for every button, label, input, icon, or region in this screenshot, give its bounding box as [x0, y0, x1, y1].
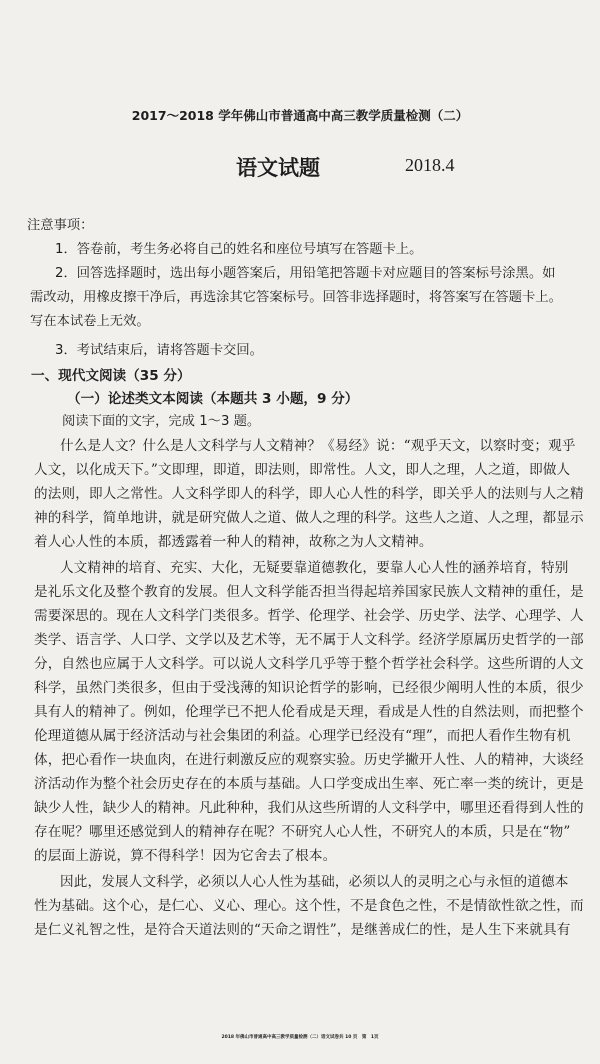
passage-line: 济活动作为整个社会历史存在的本质与基础。人口学变成出生率、死亡率一类的统计，更是 [34, 776, 584, 792]
notice-line: 1．答卷前，考生务必将自己的姓名和座位号填写在答题卡上。 [55, 242, 423, 257]
passage-line: 需要深思的。现在人文科学门类很多。哲学、伦理学、社会学、历史学、法学、心理学、人 [34, 608, 584, 624]
passage-line: 因此，发展人文科学，必须以人心人性为基础，必须以人的灵明之心与永恒的道德本 [60, 874, 569, 890]
passage-line: 人文，以化成天下。”文即理，即道，即法则，即常性。人文，即人之理，人之道，即做人 [34, 462, 571, 478]
passage-line: 科学，虽然门类很多，但由于受浅薄的知识论哲学的影响，已经很少阐明人性的本质，很少 [34, 680, 584, 696]
passage-line: 缺少人性，缺少人的精神。凡此种种，我们从这些所谓的人文科学中，哪里还看得到人性的 [34, 800, 584, 816]
passage-line: 的法则，即人之常性。人文科学即人的科学，即人心人性的科学，即关乎人的法则与人之精 [34, 486, 584, 502]
notice-line: 2．回答选择题时，选出每小题答案后，用铅笔把答题卡对应题目的答案标号涂黑。如 [55, 266, 556, 281]
exam-title: 2017～2018 学年佛山市普通高中高三教学质量检测（二） [131, 108, 469, 123]
notice-line: 需改动，用橡皮擦干净后，再选涂其它答案标号。回答非选择题时，将答案写在答题卡上。 [30, 290, 562, 305]
subject-title: 语文试题 [236, 156, 320, 180]
passage-line: 具有人的精神了。例如，伦理学已不把人伦看成是天理，看成是人性的自然法则，而把整个 [34, 704, 584, 720]
passage-line: 存在呢？哪里还感觉到人的精神存在呢？不研究人心人性，不研究人的本质，只是在“物” [34, 824, 571, 840]
passage-line: 分，自然也应属于人文科学。可以说人文科学几乎等于整个哲学社会科学。这些所谓的人文 [34, 656, 584, 672]
passage-line: 的层面上游说，算不得科学！因为它舍去了根本。 [34, 848, 337, 864]
passage-line: 是礼乐文化及整个教育的发展。但人文科学能否担当得起培养国家民族人文精神的重任，是 [34, 584, 584, 600]
passage-line: 性为基础。这个心，是仁心、义心、理心。这个性，不是食色之性，不是情欲性欲之性，而 [34, 898, 584, 914]
passage-line: 类学、语言学、人口学、文学以及艺术等，无不属于人文科学。经济学原属历史哲学的一部 [34, 632, 584, 648]
notice-heading: 注意事项： [27, 218, 94, 233]
passage-line: 体，把心看作一块血肉，在进行刺激反应的观察实验。历史学撇开人性、人的精神，大谈经 [34, 752, 584, 768]
section-heading: 一、现代文阅读（35 分） [31, 368, 191, 384]
passage-line: 神的科学，简单地讲，就是研究做人之道、做人之理的科学。这些人之道、人之理，都显示 [34, 510, 584, 526]
exam-date: 2018.4 [405, 155, 455, 175]
passage-line: 人文精神的培育、充实、大化，无疑要靠道德教化，要靠人心人性的涵养培育，特别 [60, 560, 569, 576]
notice-line: 写在本试卷上无效。 [30, 314, 150, 329]
passage-line: 是仁义礼智之性，是符合天道法则的“天命之谓性”，是继善成仁的性，是人生下来就具有 [34, 922, 571, 938]
sub-section-heading: （一）论述类文本阅读（本题共 3 小题，9 分） [67, 391, 359, 407]
page-footer: 2018 年佛山市普通高中高三教学质量检测（二）语文试卷共 10 页 第 1页 [221, 1035, 379, 1040]
passage-line: 着人心人性的本质，都透露着一种人的精神，故称之为人文精神。 [34, 534, 433, 550]
notice-line: 3．考试结束后，请将答题卡交回。 [55, 343, 263, 358]
passage-line: 伦理道德从属于经济活动与社会集团的利益。心理学已经没有“理”，而把人看作生物有机 [34, 728, 571, 744]
reading-instruction: 阅读下面的文字，完成 1～3 题。 [62, 414, 261, 429]
passage-line: 什么是人文？什么是人文科学与人文精神？《易经》说：“观乎天文，以察时变；观乎 [60, 438, 576, 454]
